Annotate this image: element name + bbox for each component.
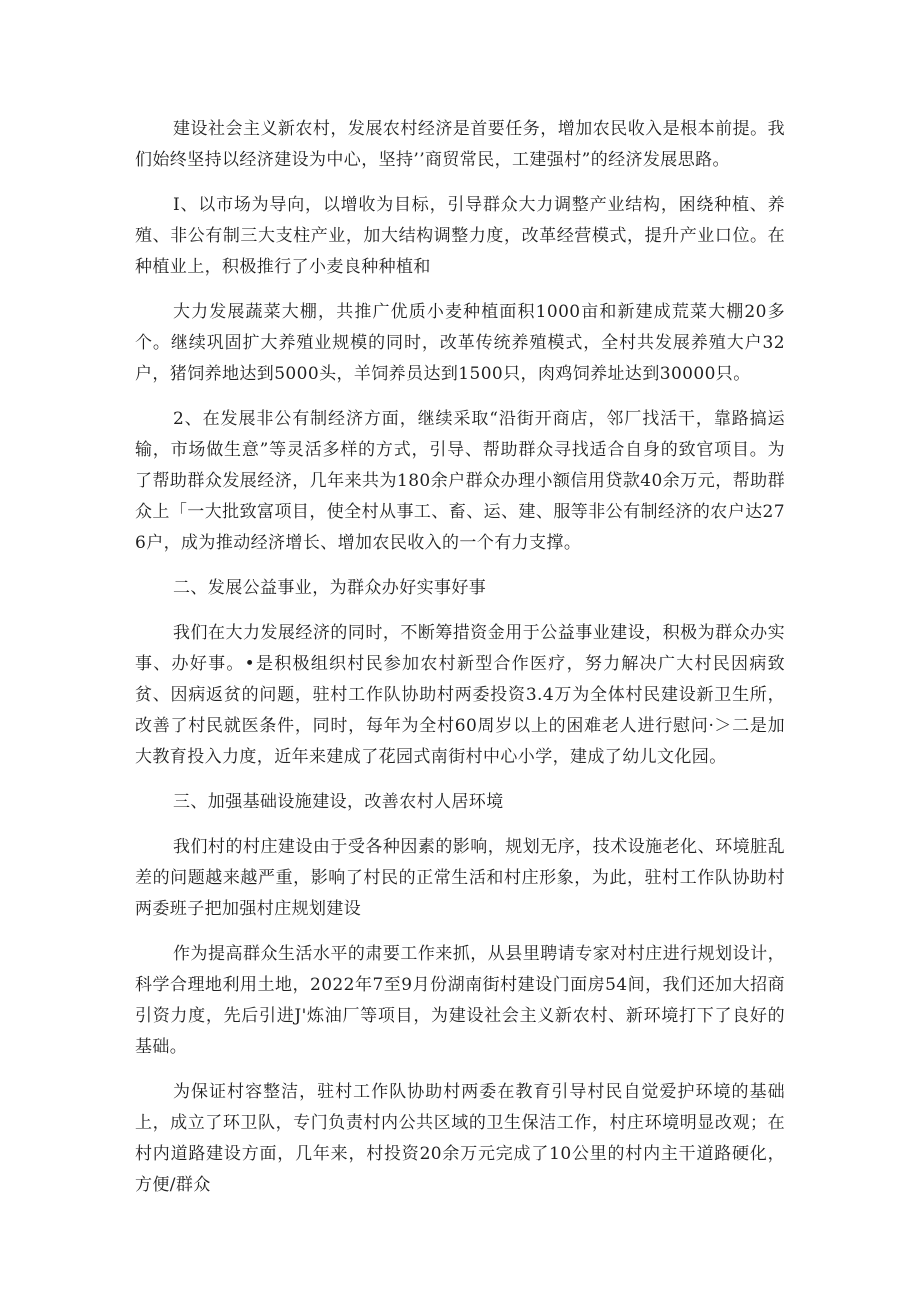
paragraph-public-welfare: 我们在大力发展经济的同时，不断筹措资金用于公益事业建设，积极为群众办实事、办好事。•是积极组织村民参加农村新型合作医疗，努力解决广大村民因病致贫、因病返贫的问题，驻村工作队协助村两委投资3.4万为全体村民建设新卫生所，改善了村民就医条件，同时，每年为全村60周岁以上的困难老人进行慰问·＞二是加大教育投入力度，近年来建成了花园式南街村中心小学，建成了幼儿文化园。 <box>135 623 785 767</box>
paragraph-sanitation: 为保证村容整洁，驻村工作队协助村两委在教育引导村民自觉爱护环境的基础上，成立了环卫队，专门负责村内公共区域的卫生保洁工作，村庄环境明显改观；在村内道路建设方面，几年来，村投资20余万元完成了10公里的村内主干道路硬化，方便/群众 <box>135 1082 785 1195</box>
paragraph-market-orientation: I、以市场为导向，以增收为目标，引导群众大力调整产业结构，困绕种植、养殖、非公有制三大支柱产业，加大结构调整力度，改革经营模式，提升产业口位。在种植业上，积极推行了小麦良种种植和 <box>135 195 785 277</box>
paragraph-intro: 建设社会主义新农村，发展农村经济是首要任务，增加农民收入是根本前提。我们始终坚持以经济建设为中心，坚持’’商贸常民，工建强村”的经济发展思路。 <box>135 119 785 170</box>
section-heading-public-welfare: 二、发展公益事业，为群众办好实事好事 <box>173 578 487 598</box>
paragraph-planning-design: 作为提高群众生活水平的肃要工作来抓，从县里聘请专家对村庄进行规划设计，科学合理地利用土地，2022年7至9月份湖南街村建设门面房54间，我们还加大招商引资力度，先后引进J'炼油厂等项目，为建设社会主义新农村、新环境打下了良好的基础。 <box>135 944 785 1057</box>
paragraph-village-planning: 我们村的村庄建设由于受各种因素的影响，规划无序，技术设施老化、环境脏乱差的问题越来越严重，影响了村民的正常生活和村庄形象，为此，驻村工作队协助村两委班子把加强村庄规划建设 <box>135 837 785 919</box>
section-heading-infrastructure: 三、加强基础设施建设，改善农村人居环境 <box>173 792 504 812</box>
paragraph-non-public-economy: 2、在发展非公有制经济方面，继续采取“沿街开商店，邻厂找活干，靠路搞运输，市场做生意”等灵活多样的方式，引导、帮助群众寻找适合自身的致官项目。为了帮助群众发展经济，几年来共为180余户群众办理小额信用贷款40余万元，帮助群众上「一大批致富项目，使全村从事工、畜、运、建、服等非公有制经济的农户达276户，成为推动经济增长、增加农民收入的一个有力支撑。 <box>135 409 785 553</box>
paragraph-vegetable-greenhouse: 大力发展蔬菜大棚，共推广优质小麦种植面积1000亩和新建成荒菜大棚20多个。继续巩固扩大养殖业规模的同时，改革传统养殖模式，全村共发展养殖大户32户，猪饲养地达到5000头，羊饲养员达到1500只，肉鸡饲养址达到30000只。 <box>135 302 785 384</box>
document-body <box>135 114 785 1215</box>
